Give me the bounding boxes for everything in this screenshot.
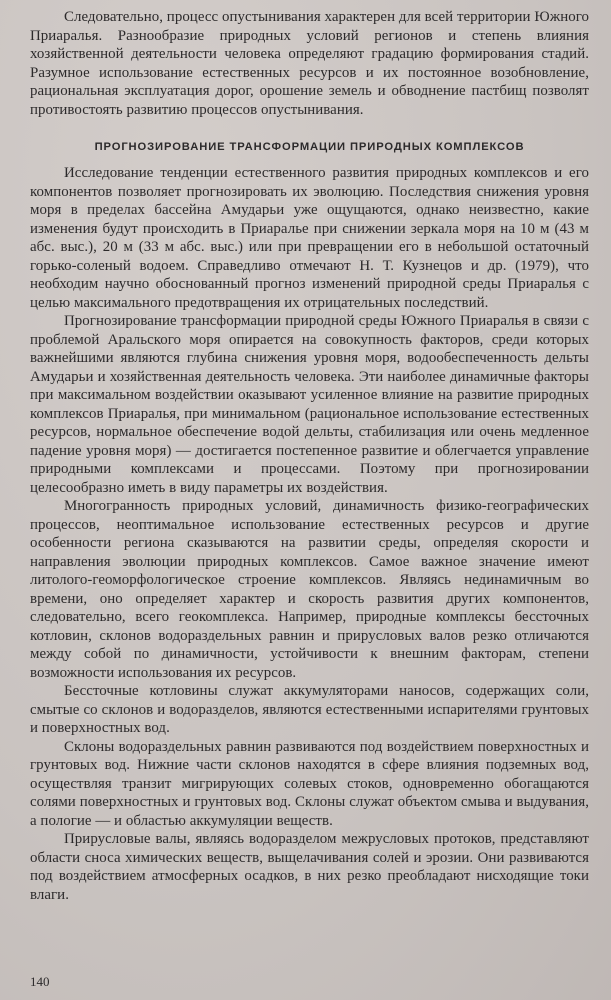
page-number: 140 bbox=[30, 974, 50, 989]
paragraph-1: Исследование тенденции естественного развития природных комплексов и его компонентов позволяет прогнозировать их эволюцию. Последствия снижения уровня моря в пределах бассейна Амударьи уже ощущаются, однако неизвестно, какие изменения будут происходить в Приаралье при снижении зеркала моря на 10 м (43 м абс. выс.), 20 м (33 м абс. выс.) или при превращении его в небольшой остаточный горько-соленый водоем. Справедливо отмечают Н. Т. Кузнецов и др. (1979), что необходим научно обоснованный прогноз изменений природной среды Приаралья с целью максимального предотвращения их отрицательных последствий. bbox=[30, 165, 589, 311]
paragraph-4: Бессточные котловины служат аккумуляторами наносов, содержащих соли, смытые со склонов и водоразделов, являются естественными испарителями грунтовых и поверхностных вод. bbox=[30, 683, 589, 736]
paragraph-2: Прогнозирование трансформации природной среды Южного Приаралья в связи с проблемой Аральского моря опирается на совокупность факторов, среди которых важнейшими являются глубина снижения уровня моря, водообеспеченность дельты Амударьи и хозяйственная деятельность человека. Эти наиболее динамичные факторы при максимальном воздействии оказывают усиленное влияние на развитие природных комплексов Приаралья, при минимальном (рациональное использование естественных ресурсов, нормальное обеспечение водой дельты, стабилизация или очень медленное падение уровня моря) — достигается постепенное развитие и облегчается управление природными комплексами и процессами. Поэтому при прогнозировании целесообразно иметь в виду параметры их воздействия. bbox=[30, 313, 589, 496]
section-heading: ПРОГНОЗИРОВАНИЕ ТРАНСФОРМАЦИИ ПРИРОДНЫХ КОМПЛЕКСОВ bbox=[94, 141, 525, 153]
paragraph-5: Склоны водораздельных равнин развиваются под воздействием поверхностных и грунтовых вод. Нижние части склонов находятся в сфере влияния подземных вод, осуществляя транзит мигрирующих солевых стоков, одновременно обогащаются солями поверхностных и грунтовых вод. Склоны служат объектом смыва и выдувания, а пологие — и областью аккумуляции веществ. bbox=[30, 738, 589, 829]
paragraph-6: Прирусловые валы, являясь водоразделом межрусловых протоков, представляют области сноса химических веществ, выщелачивания солей и эрозии. Они развиваются под воздействием атмосферных осадков, в них резко преобладают нисходящие токи влаги. bbox=[30, 831, 589, 903]
intro-paragraph: Следовательно, процесс опустынивания характерен для всей территории Южного Приаралья. Разнообразие природных условий регионов и степень влияния хозяйственной деятельности человека определяют градацию формирования стадий. Разумное использование естественных ресурсов и их постоянное возобновление, рациональная эксплуатация дорог, орошение земель и обводнение пастбищ позволят противостоять развитию процессов опустынивания. bbox=[30, 9, 590, 118]
paragraph-3: Многогранность природных условий, динамичность физико-географических процессов, неоптимальное использование естественных ресурсов и другие особенности региона сказываются на развитии среды, определяя скорости и направления эволюции природных комплексов. Самое важное значение имеют литолого-геоморфологическое строение комплексов. Являясь нединамичным во времени, оно определяет характер и скорость развития других компонентов, следовательно, всего геокомплекса. Например, природные комплексы бессточных котловин, склонов водораздельных равнин и прирусловых валов резко отличаются между собой по динамичности, устойчивости к внешним факторам, степени возможности использования их ресурсов. bbox=[30, 498, 589, 681]
